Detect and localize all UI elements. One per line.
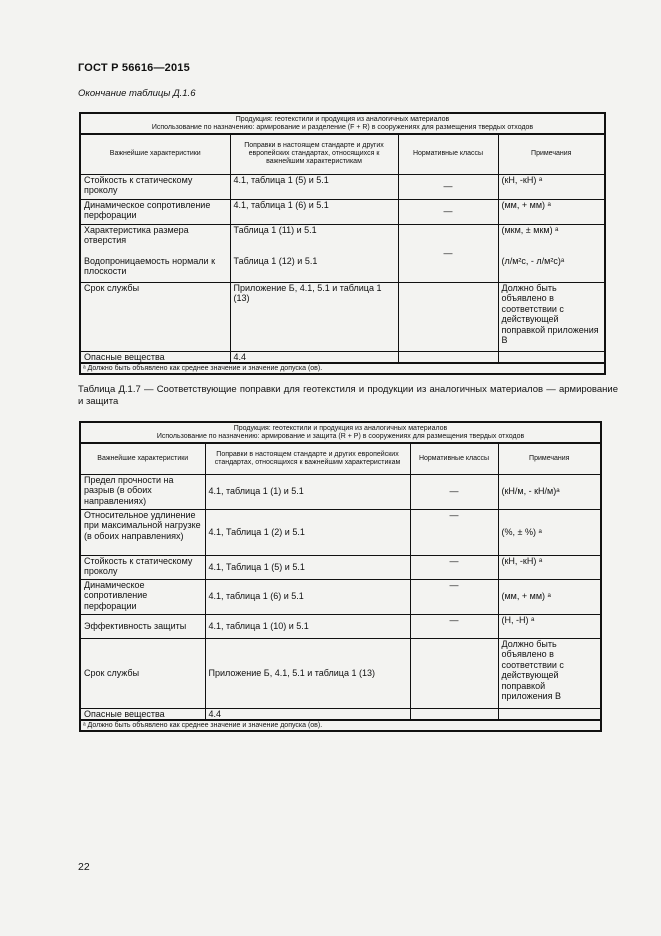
table1-product-line: Продукция: геотекстили и продукция из аналогичных материалов: [235, 116, 450, 123]
table-row: [80, 614, 601, 638]
table2-r4-amendment: 4.1, таблица 1 (10) и 5.1: [205, 614, 410, 638]
table1-r2-characteristic-a: Характеристика размера отверстия: [84, 224, 189, 245]
table2-r5-note: Должно быть объявлено в соответствии с действующей поправкой приложения В: [498, 638, 601, 708]
table2-r3-note: (мм, + мм) ᵃ: [498, 579, 601, 614]
table1-r1-characteristic: Динамическое сопротивление перфорации: [80, 199, 230, 224]
table-row: [80, 638, 601, 708]
document-code: ГОСТ Р 56616—2015: [78, 62, 190, 74]
table-d17: [79, 421, 602, 732]
table1-r5-characteristic: Опасные вещества: [80, 351, 230, 363]
table1-header-amendments: Поправки в настоящем стандарте и других европейских стандартах, относящихся к важнейшим характеристикам: [230, 134, 398, 174]
table1-r1-amendment: 4.1, таблица 1 (6) и 5.1: [230, 199, 398, 224]
table2-r5-class: [410, 638, 498, 708]
table-row: [80, 579, 601, 614]
table1-r4-note: Должно быть объявлено в соответствии с действующей поправкой приложения В: [498, 282, 605, 351]
table1-header-classes: Нормативные классы: [398, 134, 498, 174]
table2-r0-characteristic: Предел прочности на разрыв (в обоих направлениях): [80, 474, 205, 509]
table1-r5-note: [498, 351, 605, 363]
table-row: [80, 282, 605, 351]
table1-r2-characteristic-b: Водопроницаемость нормали к плоскости: [84, 255, 216, 276]
table1-footnote: ᵃ Должно быть объявлено как среднее значение и значение допуска (ов).: [80, 363, 605, 374]
table2-r1-amendment: 4.1, Таблица 1 (2) и 5.1: [205, 509, 410, 555]
table2-header-amendments: Поправки в настоящем стандарте и других европейских стандартах, относящихся к важнейшим характеристикам: [205, 443, 410, 474]
table2-r1-class: —: [410, 509, 498, 555]
table1-r0-characteristic: Стойкость к статическому проколу: [80, 174, 230, 199]
table2-caption: Таблица Д.1.7 — Соответствующие поправки для геотекстиля и продукции из аналогичных материалов — армирование и защита: [78, 384, 618, 407]
table1-r2-class: —: [398, 224, 498, 282]
table2-r4-characteristic: Эффективность защиты: [80, 614, 205, 638]
table2-r3-amendment: 4.1, таблица 1 (6) и 5.1: [205, 579, 410, 614]
table-row: [80, 174, 605, 199]
table2-header-notes: Примечания: [498, 443, 601, 474]
table2-r2-class: —: [410, 555, 498, 579]
table-row: [80, 351, 605, 363]
table2-r6-characteristic: Опасные вещества: [80, 708, 205, 720]
table-row: [80, 509, 601, 555]
table-row: [80, 555, 601, 579]
table1-header-characteristics: Важнейшие характеристики: [80, 134, 230, 174]
table1-r2-note: [498, 224, 605, 282]
table-row: [80, 224, 605, 282]
table2-r0-class: —: [410, 474, 498, 509]
table1-r1-class: —: [398, 199, 498, 224]
table2-r1-note: (%, ± %) ᵃ: [498, 509, 601, 555]
table2-header-classes: Нормативные классы: [410, 443, 498, 474]
table1-r2-amendment-a: Таблица 1 (11) и 5.1: [233, 224, 317, 235]
table1-r2-amendment: [230, 224, 398, 282]
table2-r2-amendment: 4.1, Таблица 1 (5) и 5.1: [205, 555, 410, 579]
table1-r5-amendment: 4.4: [230, 351, 398, 363]
table2-r2-note: (кН, -кН) ᵃ: [498, 555, 601, 579]
table1-r1-note: (мм, + мм) ᵃ: [498, 199, 605, 224]
table2-usage-line: Использование по назначению: армирование и защита (R + P) в сооружениях для размещения твердых отходов: [156, 433, 525, 440]
table1-r4-class: [398, 282, 498, 351]
table2-r3-class: —: [410, 579, 498, 614]
table2-r4-class: —: [410, 614, 498, 638]
table1-r5-class: [398, 351, 498, 363]
table-row: [80, 708, 601, 720]
table1-product-info: [80, 113, 605, 134]
table-row: [80, 474, 601, 509]
table2-r6-amendment: 4.4: [205, 708, 410, 720]
table2-r0-amendment: 4.1, таблица 1 (1) и 5.1: [205, 474, 410, 509]
table-row: [80, 199, 605, 224]
table1-r0-class: —: [398, 174, 498, 199]
table2-r4-note: (Н, -Н) ᵃ: [498, 614, 601, 638]
table2-r2-characteristic: Стойкость к статическому проколу: [80, 555, 205, 579]
table1-r4-characteristic: Срок службы: [80, 282, 230, 351]
table1-r4-amendment: Приложение Б, 4.1, 5.1 и таблица 1 (13): [230, 282, 398, 351]
table2-footnote: ᵃ Должно быть объявлено как среднее значение и значение допуска (ов).: [80, 720, 601, 731]
table2-r5-characteristic: Срок службы: [80, 638, 205, 708]
table1-r2-note-a: (мкм, ± мкм) ᵃ: [501, 224, 559, 235]
table2-r6-note: [498, 708, 601, 720]
table2-r3-characteristic: Динамическое сопротивление перфорации: [80, 579, 205, 614]
table1-r2-note-b: (л/м²с, - л/м²с)ᵃ: [501, 255, 565, 266]
table1-usage-line: Использование по назначению: армирование и разделение (F + R) в сооружениях для размещения твердых отходов: [151, 124, 534, 131]
table2-r1-characteristic: Относительное удлинение при максимальной нагрузке (в обоих направлениях): [80, 509, 205, 555]
table1-r2-amendment-b: Таблица 1 (12) и 5.1: [233, 255, 318, 266]
table2-r0-note: (кН/м, - кН/м)ᵃ: [498, 474, 601, 509]
page-number: 22: [78, 861, 90, 873]
table-d16-end: [79, 112, 606, 375]
table2-product-info: [80, 422, 601, 443]
table1-r0-note: (кН, -кН) ᵃ: [498, 174, 605, 199]
table2-product-line: Продукция: геотекстили и продукция из аналогичных материалов: [233, 425, 448, 432]
table1-caption: Окончание таблицы Д.1.6: [78, 88, 196, 99]
table1-header-notes: Примечания: [498, 134, 605, 174]
table2-header-characteristics: Важнейшие характеристики: [80, 443, 205, 474]
table2-r5-amendment: Приложение Б, 4.1, 5.1 и таблица 1 (13): [205, 638, 410, 708]
table1-r0-amendment: 4.1, таблица 1 (5) и 5.1: [230, 174, 398, 199]
table1-r2-characteristic: [80, 224, 230, 282]
table2-r6-class: [410, 708, 498, 720]
